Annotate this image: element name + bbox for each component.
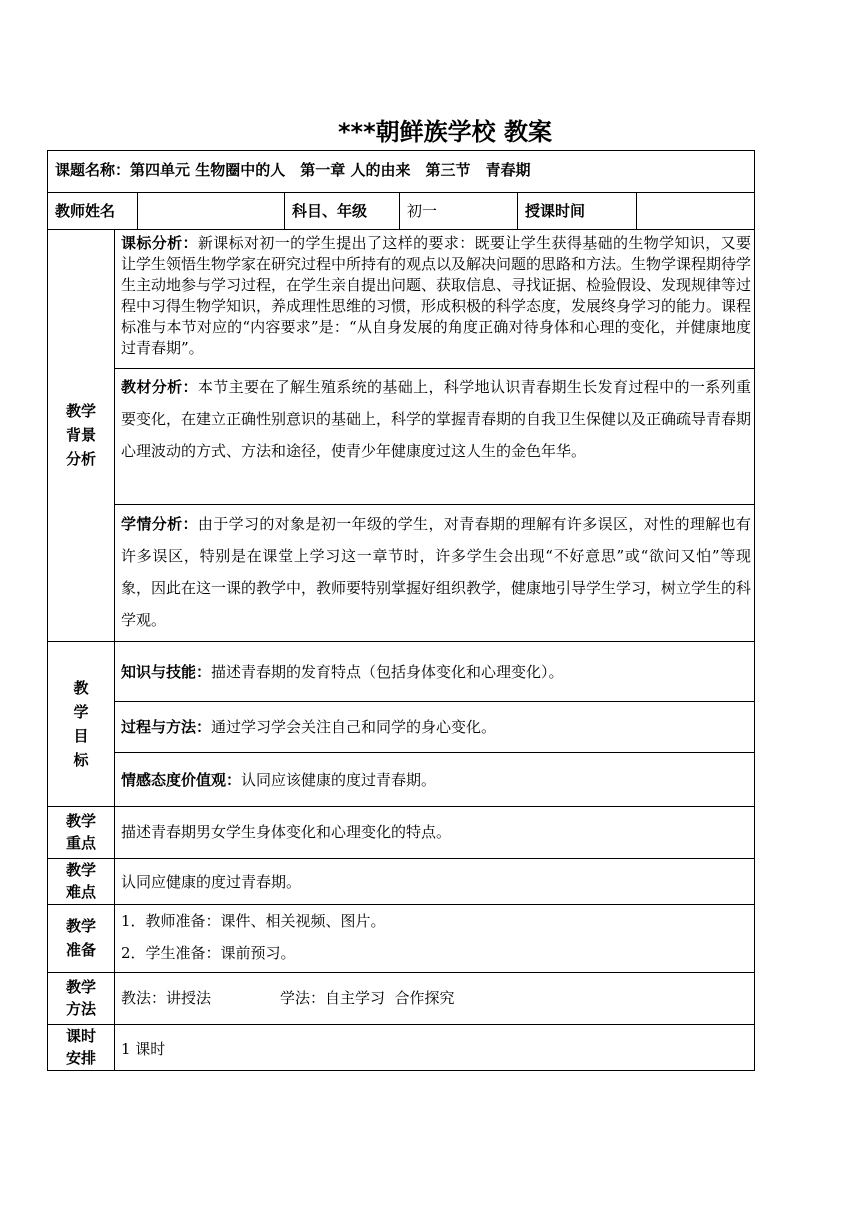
knowledge-label: 知识与技能： [121, 663, 212, 681]
method-learn: 学法：自主学习 合作探究 [280, 989, 455, 1007]
method-side-label: 教学方法 [65, 978, 96, 1018]
schedule-text: 1 课时 [121, 1040, 166, 1058]
goals-side-label: 教学目标 [73, 678, 89, 769]
difficulty-text: 认同应健康的度过青春期。 [121, 873, 302, 891]
teacher-label: 教师姓名 [55, 202, 116, 220]
method-teach: 教法：讲授法 [121, 989, 212, 1007]
page-title: ***朝鲜族学校 教案 [337, 118, 552, 146]
key-point-text: 描述青春期男女学生身体变化和心理变化的特点。 [121, 823, 452, 841]
curriculum-text: 新课标对初一的学生提出了这样的要求：既要让学生获得基础的生物学知识，又要让学生领悟生物学家在研究过程中所持有的观点以及解决问题的思路和方法。生物学课程期待学生主动地参与学习过程，在学生亲自提出问题、获取信息、寻找证据、检验假设、发现规律等过程中习得生物学知识，养成理性思维的习惯，形成积极的科学态度，发展终身学习的能力。课程标准与本节对应的“内容要求”是：“从自身发展的角度正确对待身体和心理的变化，并健康地度过青春期”。 [121, 234, 752, 357]
subject-value: 初一 [407, 202, 438, 220]
topic-row [55, 160, 745, 181]
student-text: 由于学习的对象是初一年级的学生，对青春期的理解有许多误区，对性的理解也有许多误区，特别是在课堂上学习这一章节时，许多学生会出现“不好意思”或“欲问又怕”等现象，因此在这一课的教学中，教师要特别掌握好组织教学，健康地引导学生学习，树立学生的科学观。 [121, 515, 752, 629]
curriculum-label: 课标分析： [121, 234, 198, 252]
goal-process [121, 717, 751, 738]
curriculum-analysis [121, 233, 751, 359]
time-label: 授课时间 [525, 202, 586, 220]
emotion-label: 情感态度价值观： [121, 771, 242, 789]
difficulty-side-label: 教学难点 [65, 861, 96, 901]
goal-emotion [121, 770, 751, 791]
schedule-side-label: 课时安排 [65, 1027, 96, 1067]
prep-item-student: 2．学生准备：课前预习。 [121, 944, 296, 962]
material-analysis [121, 371, 751, 467]
topic-value: 第四单元 生物圈中的人 第一章 人的由来 第三节 青春期 [130, 161, 531, 179]
student-label: 学情分析： [121, 515, 198, 533]
prep-side-label: 教学准备 [65, 917, 96, 959]
background-side-label: 教学背景分析 [65, 402, 96, 468]
emotion-text: 认同应该健康的度过青春期。 [241, 771, 437, 789]
material-text: 本节主要在了解生殖系统的基础上，科学地认识青春期生长发育过程中的一系列重要变化，在建立正确性别意识的基础上，科学的掌握青春期的自我卫生保健以及正确疏导青春期心理波动的方式、方法和途径，使青少年健康度过这人生的金色年华。 [121, 378, 752, 460]
prep-item-teacher: 1．教师准备：课件、相关视频、图片。 [121, 912, 386, 930]
goal-knowledge [121, 662, 751, 683]
topic-label: 课题名称： [55, 161, 131, 179]
key-point-side-label: 教学重点 [65, 812, 96, 852]
process-text: 通过学习学会关注自己和同学的身心变化。 [211, 718, 497, 736]
student-analysis [121, 508, 751, 636]
knowledge-text: 描述青春期的发育特点（包括身体变化和心理变化）。 [211, 663, 564, 681]
process-label: 过程与方法： [121, 718, 212, 736]
material-label: 教材分析： [121, 378, 198, 396]
subject-label: 科目、年级 [292, 202, 368, 220]
